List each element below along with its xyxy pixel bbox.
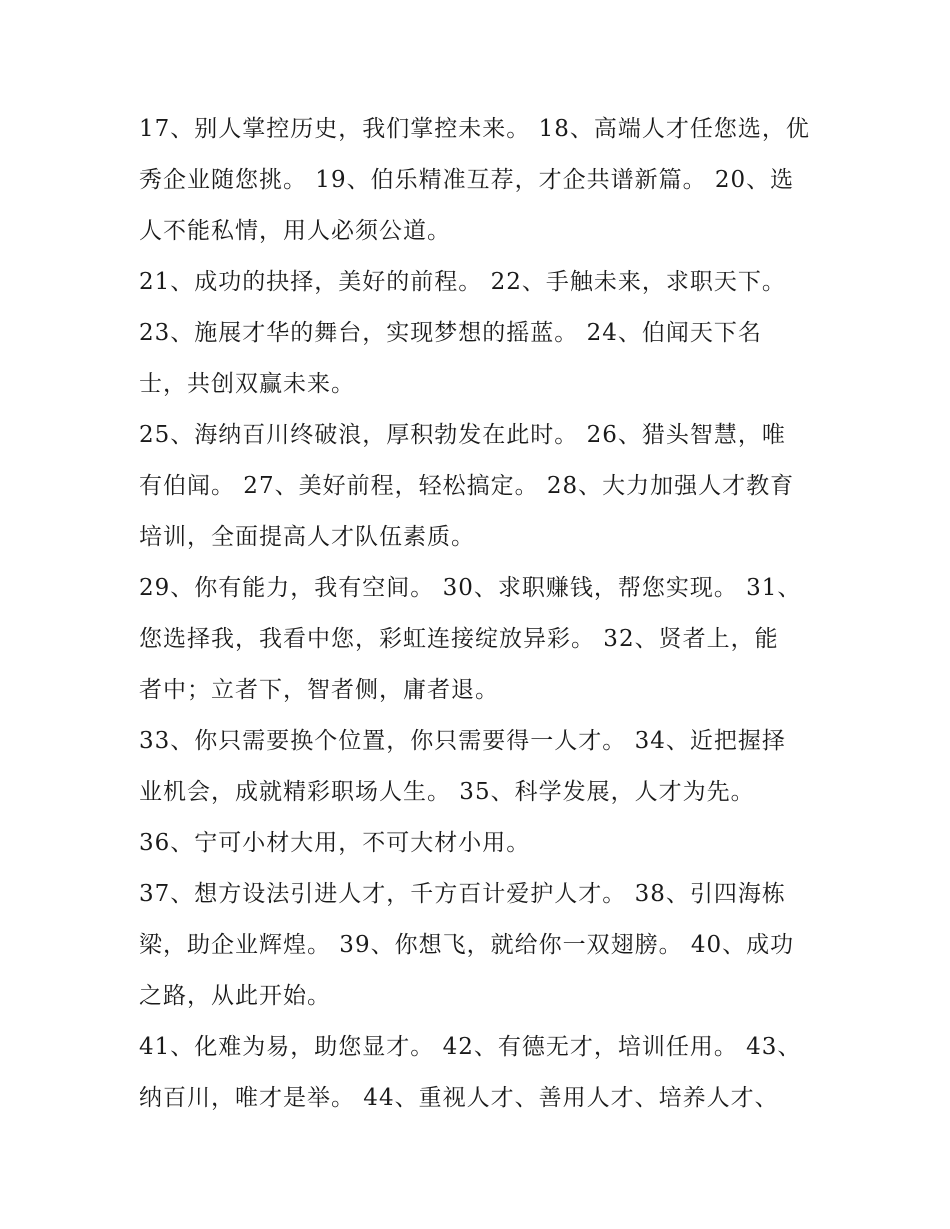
- text-line: 33、你只需要换个位置，你只需要得一人才。 34、近把握择: [139, 728, 786, 754]
- text-line: 人不能私情，用人必须公道。: [139, 218, 451, 244]
- body-text: [139, 104, 829, 1124]
- text-line: 36、宁可小材大用，不可大材小用。: [139, 830, 531, 856]
- text-line: 17、别人掌控历史，我们掌控未来。 18、高端人才任您选，优: [139, 116, 810, 142]
- text-line: 士，共创双赢未来。: [139, 371, 355, 397]
- text-line: 29、你有能力，我有空间。 30、求职赚钱，帮您实现。 31、: [139, 575, 802, 601]
- text-line: 25、海纳百川终破浪，厚积勃发在此时。 26、猎头智慧，唯: [139, 422, 786, 448]
- text-line: 培训，全面提高人才队伍素质。: [139, 524, 475, 550]
- text-line: 41、化难为易，助您显才。 42、有德无才，培训任用。 43、: [139, 1034, 802, 1060]
- text-line: 秀企业随您挑。 19、伯乐精准互荐，才企共谱新篇。 20、选: [139, 167, 795, 193]
- text-line: 业机会，成就精彩职场人生。 35、科学发展，人才为先。: [139, 779, 755, 805]
- text-line: 梁，助企业辉煌。 39、你想飞，就给你一双翅膀。 40、成功: [139, 932, 795, 958]
- text-line: 您选择我，我看中您，彩虹连接绽放异彩。 32、贤者上，能: [139, 626, 779, 652]
- text-line: 23、施展才华的舞台，实现梦想的摇蓝。 24、伯闻天下名: [139, 320, 762, 346]
- text-line: 37、想方设法引进人才，千方百计爱护人才。 38、引四海栋: [139, 881, 786, 907]
- text-line: 纳百川，唯才是举。 44、重视人才、善用人才、培养人才、: [139, 1085, 779, 1111]
- text-line: 之路，从此开始。: [139, 983, 331, 1009]
- text-line: 21、成功的抉择，美好的前程。 22、手触未来，求职天下。: [139, 269, 786, 295]
- text-line: 有伯闻。 27、美好前程，轻松搞定。 28、大力加强人才教育: [139, 473, 795, 499]
- text-line: 者中；立者下，智者侧，庸者退。: [139, 677, 499, 703]
